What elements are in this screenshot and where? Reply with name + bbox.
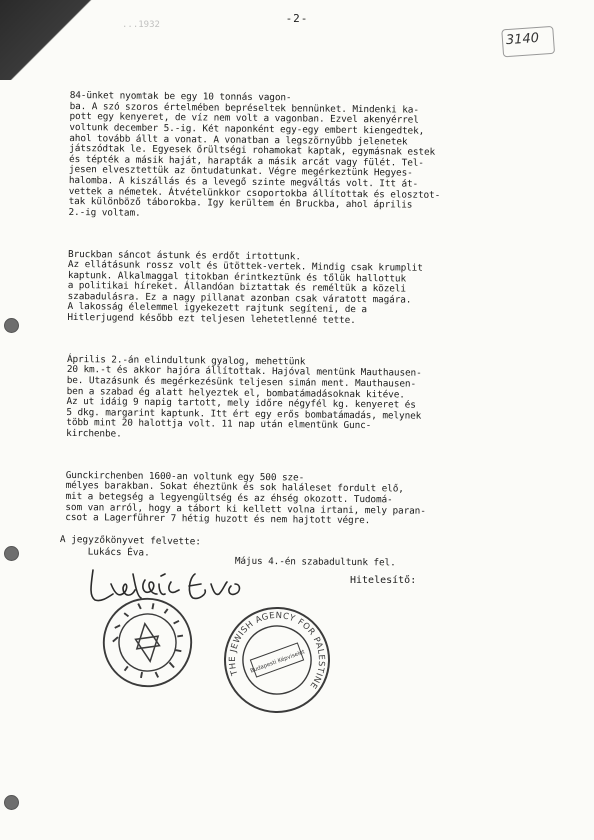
- punch-hole: [4, 795, 19, 810]
- paragraph-liberation: Május 4.-én szabadultunk fel.: [234, 555, 396, 569]
- paragraph-mauthausen: Április 2.-án elindultunk gyalog, mehettünk 20 km.-t és akkor hajóra állítottak. Hajóval mentünk Mauthausen- be. Utazásunk és megérkezésünk teljesen simán ment. Mauthausen- ben a szabad ég alatt helyeztek el, bombatámadásoknak kitéve. Az ut idáig 9 napig tartott, mely időre négyfél kg. kenyeret és 5 dkg. margarint kaptunk. Itt ért egy erős bombatámadás, melynek több mint 20 halottja volt. 11 nap után elmentünk Gunc- kirchenbe.: [66, 353, 422, 440]
- recorded-by-label: A jegyzőkönyvet felvette:: [59, 534, 202, 548]
- recorder-name: Lukács Éva.: [87, 546, 150, 559]
- paragraph-transport: 84-ünket nyomtak be egy 10 tonnás vagon- ba. A szó szoros értelmében bepréseltek bennünket. Mindenki ka- pott egy kenyeret, de víz nem volt a vagonban. Ezvel akenyérrel voltunk december 5.-ig. Két naponként egy-egy embert kiengedtek, ahol tovább állt a vonat. A vonatban a legszörnyűbb jelenetek játszódtak le. Egyesek őrültségi rohamokat kaptak, egymásnak estek és tépték a másik haját, harapták a másik arcát vagy fülét. Tel- jesen elvesztettük az öntudatunkat. Végre megérkeztünk Hegyes- halomba. A kiszállás és a levegő szinte megváltás volt. Itt át- vettek a németek. Átvételünkkor csoportokba állítottak és elosztot- tak különböző táborokba. Igy kerültem én Bruckba, ahol április 2.-ig voltam.: [68, 90, 441, 219]
- verified-by-label: Hitelesítő:: [350, 575, 417, 586]
- paragraph-gunskirchen: Gunckirchenben 1600-an voltunk egy 500 sze- mélyes barakban. Sokat éheztünk és sok haláleset fordult elő, mit a betegség a legyengültség és az éhség okozott. Tudomá- som van arról, hogy a tábort ki kellett volna irtani, mely paran- csot a Lagerführer 7 hétig huzott és nem hajtott végre.: [65, 469, 426, 527]
- page-number: -2-: [285, 12, 309, 25]
- stamp-inner-text: Budapesti Képviselet: [249, 649, 306, 675]
- degob-stamp: [100, 595, 195, 690]
- archive-number: 3140: [505, 30, 540, 49]
- stamp-outer-text: THE JEWISH AGENCY FOR PALESTINE: [227, 610, 327, 691]
- header-stamp: ...1932: [122, 20, 160, 30]
- testimony-body: [65, 70, 570, 592]
- paragraph-bruck: Bruckban sáncot ástunk és erdőt irtottunk. Az ellátásunk rossz volt és ütöttek-vertek. Mindig csak krumplit kaptunk. Alkalmaggal titokban érintkeztünk és tőlük hallottuk a politikai híreket. Állandóan biztattak és reméltük a közeli szabadulásra. Ez a nagy pillanat azonban csak váratott magára. A lakosság élelemmel igyekezett rajtunk segíteni, de a Hitlerjugend később ezt teljesen lehetetlenné tette.: [67, 248, 423, 327]
- punch-hole: [4, 546, 19, 561]
- jewish-agency-stamp: [222, 605, 332, 715]
- punch-hole: [4, 318, 19, 333]
